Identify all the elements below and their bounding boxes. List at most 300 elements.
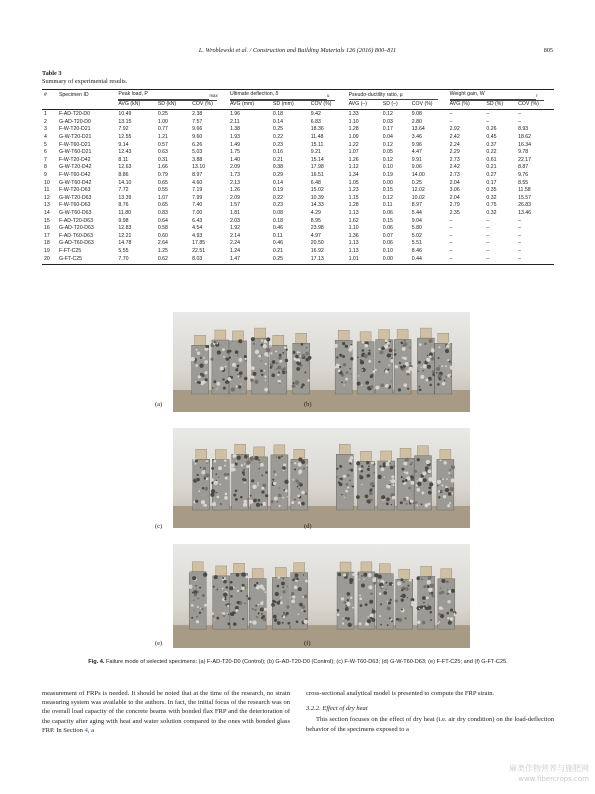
table-cell: 18.36 <box>310 126 324 133</box>
specimen-id: G-W-T60-D42 <box>58 179 92 186</box>
table-cell: 1.81 <box>229 209 241 216</box>
table-cell: 0.12 <box>382 156 393 163</box>
col-subheader: SD (kN) <box>156 101 190 110</box>
table-cell: 12.83 <box>118 225 132 232</box>
table-row <box>42 225 554 233</box>
table-row <box>42 210 554 218</box>
row-number: 10 <box>44 179 50 186</box>
table-cell: 0.23 <box>272 202 284 209</box>
table-cell: 0.57 <box>157 141 168 148</box>
table-cell: 0.07 <box>382 232 393 239</box>
table-cell: 0.14 <box>272 118 284 125</box>
table-cell: 10.39 <box>310 194 324 201</box>
table-cell: – <box>486 240 490 247</box>
table-cell: 0.58 <box>157 225 168 232</box>
table-cell: 1.26 <box>348 156 359 163</box>
table-cell: 1.57 <box>229 202 241 209</box>
table-cell: 8.95 <box>310 217 321 224</box>
table-cell: 7.92 <box>118 126 129 133</box>
table-cell: 8.86 <box>118 171 129 178</box>
table-cell: 0.05 <box>382 149 393 156</box>
row-number: 16 <box>44 225 50 232</box>
table-cell: 8.93 <box>518 126 529 133</box>
col-subheader: COV (%) <box>516 101 554 110</box>
table-cell: 9.98 <box>118 217 129 224</box>
body-column-right <box>306 689 554 734</box>
table-cell: 0.21 <box>272 247 284 254</box>
table-cell: 1.01 <box>347 256 381 265</box>
table-cell: 0.11 <box>272 232 283 239</box>
table-cell: 1.26 <box>229 187 241 194</box>
table-cell: 1.73 <box>229 171 241 178</box>
photo-panel-b <box>318 312 470 412</box>
table-cell: 0.06 <box>382 240 393 247</box>
table-cell: 8.46 <box>411 247 422 254</box>
col-subheader: COV (%) <box>410 101 448 110</box>
table-cell: 0.18 <box>272 217 284 224</box>
peak-load-subscript: max <box>209 93 218 99</box>
table-cell: 7.70 <box>116 256 155 265</box>
table-cell: 14.10 <box>118 179 132 186</box>
table-row <box>42 248 554 256</box>
table-cell: – <box>518 118 521 125</box>
results-table <box>42 89 554 265</box>
panel-label-d: (d) <box>304 523 312 530</box>
col-subheader: SD (–) <box>381 101 410 110</box>
col-header-num: # <box>42 90 57 101</box>
row-number: 13 <box>44 202 50 209</box>
specimen-id: G-FT-C25 <box>57 256 116 265</box>
panel-label-c: (c) <box>155 523 163 530</box>
col-subheader: AVG (kN) <box>116 101 155 110</box>
table-cell: 26.83 <box>518 202 532 209</box>
table-cell: 3.88 <box>192 156 203 163</box>
table-cell: 0.63 <box>157 149 168 156</box>
photo-panel-f <box>318 544 470 648</box>
table-cell: 0.31 <box>157 156 168 163</box>
table-row <box>42 240 554 248</box>
table-cell: 12.63 <box>118 164 132 171</box>
body-left-text: measurement of FRPs is needed. It should be noted that at the time of the research, no strain measuring system was available to the authors. In fact, the initial focus of the research was on the overall load capacity of the concrete beams with bonded flax FRP and the deterioration of the capacity after aging with heat and water solution compared to the ones with bonded glass FRP. In Section <box>42 690 290 734</box>
specimen-id: G-AD-T20-D63 <box>58 225 94 232</box>
table-cell: – <box>486 111 490 118</box>
table-cell: 1.40 <box>229 156 241 163</box>
col-header-ductility <box>347 90 448 101</box>
table-cell: 1.13 <box>348 247 359 254</box>
section-4-link[interactable]: 4 <box>84 726 88 734</box>
table-cell: 0.25 <box>271 256 309 265</box>
row-number: 4 <box>44 134 47 140</box>
body-left-text-end: , a <box>87 726 95 734</box>
table-cell: – <box>449 247 453 254</box>
table-cell: 14.78 <box>118 240 132 247</box>
specimen-id: G-AD-T20-D0 <box>58 118 91 125</box>
row-number: 18 <box>44 240 50 247</box>
table-cell: 0.75 <box>486 202 497 209</box>
table-cell: 17.13 <box>309 256 347 265</box>
table-cell: 12.02 <box>411 187 425 194</box>
col-header-peak-load <box>116 90 228 101</box>
specimen-id: F-AD-T20-D0 <box>58 111 91 118</box>
table-cell: 15.57 <box>518 194 532 201</box>
table-cell: 4.29 <box>310 209 321 216</box>
table-cell: 12.43 <box>118 149 132 156</box>
table-cell: 17.98 <box>310 164 324 171</box>
table-cell: 0.12 <box>382 141 393 148</box>
table-cell: 5.03 <box>192 149 203 156</box>
table-cell: 0.77 <box>157 126 168 133</box>
table-cell: 13.39 <box>118 194 132 201</box>
row-number: 15 <box>44 217 50 224</box>
table-cell: 2.14 <box>229 232 241 239</box>
page-number: 805 <box>543 47 553 54</box>
table-cell: 0.37 <box>486 141 497 148</box>
table-cell: 0.27 <box>486 171 497 178</box>
table-cell: 0.21 <box>486 164 497 171</box>
table-cell: 1.13 <box>348 209 359 216</box>
table-cell: 0.23 <box>272 141 284 148</box>
table-cell: 0.45 <box>486 134 497 140</box>
specimen-id: G-AD-T60-D63 <box>58 240 94 247</box>
table-cell: 0.61 <box>486 156 497 163</box>
table-cell: 14.33 <box>310 202 324 209</box>
table-cell: 11.80 <box>118 209 131 216</box>
table-cell: 2.13 <box>229 179 241 186</box>
table-cell: 1.28 <box>348 126 359 133</box>
table-cell: 1.34 <box>348 171 359 178</box>
table-cell: – <box>449 232 453 239</box>
row-number: 20 <box>42 256 57 265</box>
table-cell: 1.47 <box>228 256 271 265</box>
watermark-cn: 麻类作物营养与施肥网 <box>509 764 589 773</box>
table-cell: 11.58 <box>518 187 531 194</box>
table-cell: 2.03 <box>229 217 241 224</box>
table-cell: 0.25 <box>411 179 422 186</box>
table-cell: 0.38 <box>272 164 284 171</box>
table-cell: 2.64 <box>157 240 168 247</box>
table-cell: 17.85 <box>192 240 206 247</box>
table-cell: 1.24 <box>229 247 241 254</box>
deflection-label: Ultimate deflection, δ <box>230 91 327 100</box>
specimen-id: F-W-T20-D63 <box>58 187 91 194</box>
table-cell: – <box>518 111 521 118</box>
table-cell: 0.32 <box>486 209 497 216</box>
table-cell: 2.42 <box>449 164 460 171</box>
table-cell: 13.46 <box>518 209 532 216</box>
table-cell: 18.62 <box>518 134 532 140</box>
table-cell: 2.04 <box>449 194 460 201</box>
table-cell: 0.08 <box>272 209 284 216</box>
table-cell: – <box>518 225 521 232</box>
table-cell: 9.14 <box>118 141 129 148</box>
table-cell: 15.14 <box>310 156 324 163</box>
row-number: 9 <box>44 171 47 178</box>
table-cell: 23.98 <box>310 225 324 232</box>
table-cell: 1.62 <box>348 217 359 224</box>
table-cell: 0.19 <box>382 171 393 178</box>
ductility-label: Pseudo-ductility ratio, μ <box>349 92 438 101</box>
table-cell: 22.51 <box>192 247 206 254</box>
specimen-id: G-W-T20-D42 <box>58 164 92 171</box>
table-cell: 0.12 <box>382 194 393 201</box>
table-cell: 0.18 <box>272 111 284 118</box>
table-cell: 0.16 <box>272 149 284 156</box>
table-cell: 15.11 <box>310 141 324 148</box>
table-cell: – <box>484 256 516 265</box>
table-cell: 0.19 <box>272 187 284 194</box>
table-cell: – <box>486 217 490 224</box>
table-cell: 0.22 <box>486 149 497 156</box>
table-cell: 2.92 <box>449 126 460 133</box>
table-cell: 20.50 <box>310 240 324 247</box>
table-cell: 0.25 <box>272 126 284 133</box>
specimen-id: F-AD-T60-D63 <box>58 232 93 239</box>
table-cell: 7.19 <box>192 187 203 194</box>
table-cell: 1.49 <box>229 141 241 148</box>
row-number: 11 <box>44 187 50 194</box>
table-cell: 9.76 <box>518 171 529 178</box>
table-cell: 1.05 <box>348 179 359 186</box>
table-sub-header-row <box>42 101 554 110</box>
table-row <box>42 180 554 188</box>
table-cell: 0.62 <box>156 256 190 265</box>
specimen-id: F-W-T60-D21 <box>58 141 91 148</box>
table-cell: – <box>486 247 490 254</box>
table-cell: 1.28 <box>348 202 359 209</box>
table-cell: 3.46 <box>411 134 422 140</box>
table-cell: 9.21 <box>310 149 321 156</box>
table-cell: 0.12 <box>382 111 393 118</box>
table-cell: 0.35 <box>486 187 497 194</box>
table-cell: 16.34 <box>518 141 532 148</box>
table-cell: 0.22 <box>272 134 284 140</box>
row-number: 6 <box>44 149 47 156</box>
table-cell: 4.60 <box>192 179 203 186</box>
table-cell: 0.29 <box>272 171 284 178</box>
table-cell: 16.51 <box>310 171 324 178</box>
table-cell: 2.29 <box>449 149 460 156</box>
table-cell: 6.26 <box>192 141 203 148</box>
table-cell: 1.66 <box>157 164 168 171</box>
panel-label-b: (b) <box>304 401 312 408</box>
table-cell: 1.92 <box>229 225 241 232</box>
table-cell: 0.15 <box>382 187 393 194</box>
watermark <box>509 764 589 784</box>
table-cell: 8.55 <box>518 179 529 186</box>
table-cell: 2.24 <box>229 240 241 247</box>
table-cell: 9.91 <box>411 156 422 163</box>
col-subheader: SD (%) <box>484 101 516 110</box>
table-cell: 8.97 <box>411 202 422 209</box>
panel-label-f: (f) <box>304 640 311 647</box>
figure-label: Fig. 4. <box>88 659 105 665</box>
col-subheader: AVG (mm) <box>228 101 271 110</box>
table-row <box>42 218 554 226</box>
specimen-photo-d <box>318 428 470 528</box>
panel-label-a: (a) <box>155 401 163 408</box>
table-cell: 1.25 <box>157 247 168 254</box>
body-right-paragraph-2: This section focuses on the effect of dry heat (i.e. air dry condition) on the load-deflection behavior of the specimens exposed to a <box>306 716 554 733</box>
table-cell: 22.17 <box>518 156 532 163</box>
table-cell: 0.10 <box>382 247 393 254</box>
table-cell: 0.60 <box>157 232 168 239</box>
table-cell: 0.15 <box>382 217 393 224</box>
table-cell: 10.49 <box>118 111 132 118</box>
table-row <box>42 142 554 150</box>
table-cell: 8.97 <box>192 171 203 178</box>
photo-panel-c <box>173 428 325 528</box>
table-caption <box>42 70 127 86</box>
table-cell: 9.78 <box>518 149 529 156</box>
table-cell: – <box>518 232 521 239</box>
table-title: Summary of experimental results. <box>42 78 128 85</box>
specimen-id: F-FT-C25 <box>58 247 82 254</box>
table-cell: 1.13 <box>348 240 359 247</box>
row-number: 1 <box>44 111 47 118</box>
table-cell: 14.00 <box>411 171 425 178</box>
table-cell: 0.00 <box>382 179 393 186</box>
table-row <box>42 134 554 142</box>
table-row <box>42 256 554 265</box>
row-number: 17 <box>44 232 50 239</box>
table-cell: 1.38 <box>229 126 241 133</box>
table-cell: 9.04 <box>411 217 422 224</box>
row-number: 8 <box>44 164 47 171</box>
table-cell: 1.07 <box>157 194 168 201</box>
table-cell: 0.25 <box>157 111 168 118</box>
table-cell: 0.00 <box>381 256 410 265</box>
col-subheader: AVG (–) <box>347 101 381 110</box>
specimen-photo-c <box>173 428 325 528</box>
table-cell: 0.55 <box>157 187 168 194</box>
col-subheader: AVG (%) <box>448 101 485 110</box>
table-cell: 5.55 <box>118 247 129 254</box>
specimen-photo-a <box>173 312 325 412</box>
table-row <box>42 187 554 195</box>
table-cell: 0.06 <box>382 209 393 216</box>
table-label: Table 3 <box>42 70 62 77</box>
table-cell: – <box>449 240 453 247</box>
table-cell: 7.57 <box>192 118 203 125</box>
table-group-header-row <box>42 90 554 101</box>
deflection-subscript: u <box>326 93 330 99</box>
table-cell: 13.10 <box>192 164 206 171</box>
col-subheader: COV (%) <box>190 101 228 110</box>
photo-panel-a <box>173 312 325 412</box>
table-cell: 9.66 <box>192 126 203 133</box>
table-cell: 7.40 <box>192 202 203 209</box>
table-cell: 2.42 <box>449 134 460 140</box>
table-cell: 0.46 <box>272 225 284 232</box>
section-heading: 3.2.2. Effect of dry heat <box>306 705 368 713</box>
table-cell: 0.11 <box>382 202 393 209</box>
table-cell: 0.17 <box>486 179 497 186</box>
table-cell: – <box>518 217 521 224</box>
col-header-specimen: Specimen ID <box>57 90 116 101</box>
table-cell: 12.55 <box>118 134 132 140</box>
specimen-id: F-W-T60-D63 <box>58 202 91 209</box>
specimen-id: G-W-T20-D21 <box>58 134 92 140</box>
table-cell: 2.04 <box>449 179 460 186</box>
table-cell: 0.79 <box>157 171 168 178</box>
table-cell: 1.23 <box>348 187 359 194</box>
table-cell: – <box>449 225 453 232</box>
table-cell: 2.11 <box>229 118 240 125</box>
specimen-id: G-W-T20-D63 <box>58 194 92 201</box>
row-number: 3 <box>44 126 47 133</box>
table-row <box>42 126 554 134</box>
table-cell: 0.32 <box>486 194 497 201</box>
row-number: 12 <box>44 194 50 201</box>
peak-load-label: Peak load, P <box>118 91 209 100</box>
table-cell: 1.00 <box>157 118 168 125</box>
table-cell: 5.51 <box>411 240 422 247</box>
table-cell: 1.07 <box>348 149 359 156</box>
table-cell: 7.00 <box>192 209 203 216</box>
table-cell: 2.38 <box>192 111 203 118</box>
table-row <box>42 119 554 127</box>
table-cell: – <box>449 118 453 125</box>
table-cell: 0.14 <box>272 179 284 186</box>
table-cell: – <box>516 256 554 265</box>
running-title: L. Wroblewski et al. / Construction and Building Materials 126 (2016) 800–811 <box>198 47 397 54</box>
photo-panel-d <box>318 428 470 528</box>
table-cell: – <box>518 240 521 247</box>
table-cell: 6.48 <box>310 179 321 186</box>
col-header-weight-gain <box>448 90 554 101</box>
table-cell: 1.21 <box>157 134 168 140</box>
table-cell: 1.15 <box>348 194 359 201</box>
table-cell: 2.73 <box>449 156 460 163</box>
table-row <box>42 233 554 241</box>
specimen-photo-b <box>318 312 470 412</box>
weight-gain-subscript: r <box>536 93 538 99</box>
table-cell: 11.48 <box>310 134 324 140</box>
specimen-id: G-W-T60-D63 <box>58 209 92 216</box>
table-cell: 8.11 <box>118 156 129 163</box>
table-cell: 2.09 <box>229 194 241 201</box>
table-cell: – <box>448 256 485 265</box>
specimen-id: F-W-T60-D42 <box>58 171 91 178</box>
table-cell: 4.47 <box>411 149 422 156</box>
specimen-photo-e <box>173 544 325 648</box>
table-cell: – <box>486 118 490 125</box>
table-cell: 13.15 <box>118 118 132 125</box>
table-cell: 9.08 <box>411 111 422 118</box>
table-body <box>42 110 554 265</box>
table-cell: 3.06 <box>449 187 460 194</box>
table-cell: – <box>486 225 490 232</box>
photo-panel-e <box>173 544 325 648</box>
table-cell: 2.73 <box>449 171 460 178</box>
table-cell: 8.76 <box>118 202 129 209</box>
watermark-url: www.fibercrops.com <box>518 775 589 783</box>
table-cell: 4.93 <box>192 232 203 239</box>
body-right-paragraph: cross-sectional analytical model is presented to compute the FRP strain. <box>306 690 495 697</box>
table-cell: 5.80 <box>411 225 422 232</box>
table-cell: 0.10 <box>382 164 393 171</box>
table-cell: 8.03 <box>190 256 228 265</box>
table-cell: 7.99 <box>192 194 203 201</box>
table-cell: 9.06 <box>411 164 422 171</box>
table-cell: 1.10 <box>348 118 359 125</box>
table-cell: 0.44 <box>410 256 448 265</box>
specimen-id: F-W-T20-D42 <box>58 156 91 163</box>
weight-gain-label: Weight gain, W <box>450 91 537 100</box>
table-cell: 5.44 <box>411 209 422 216</box>
table-cell: 0.26 <box>486 126 497 133</box>
table-cell: 8.87 <box>518 164 529 171</box>
